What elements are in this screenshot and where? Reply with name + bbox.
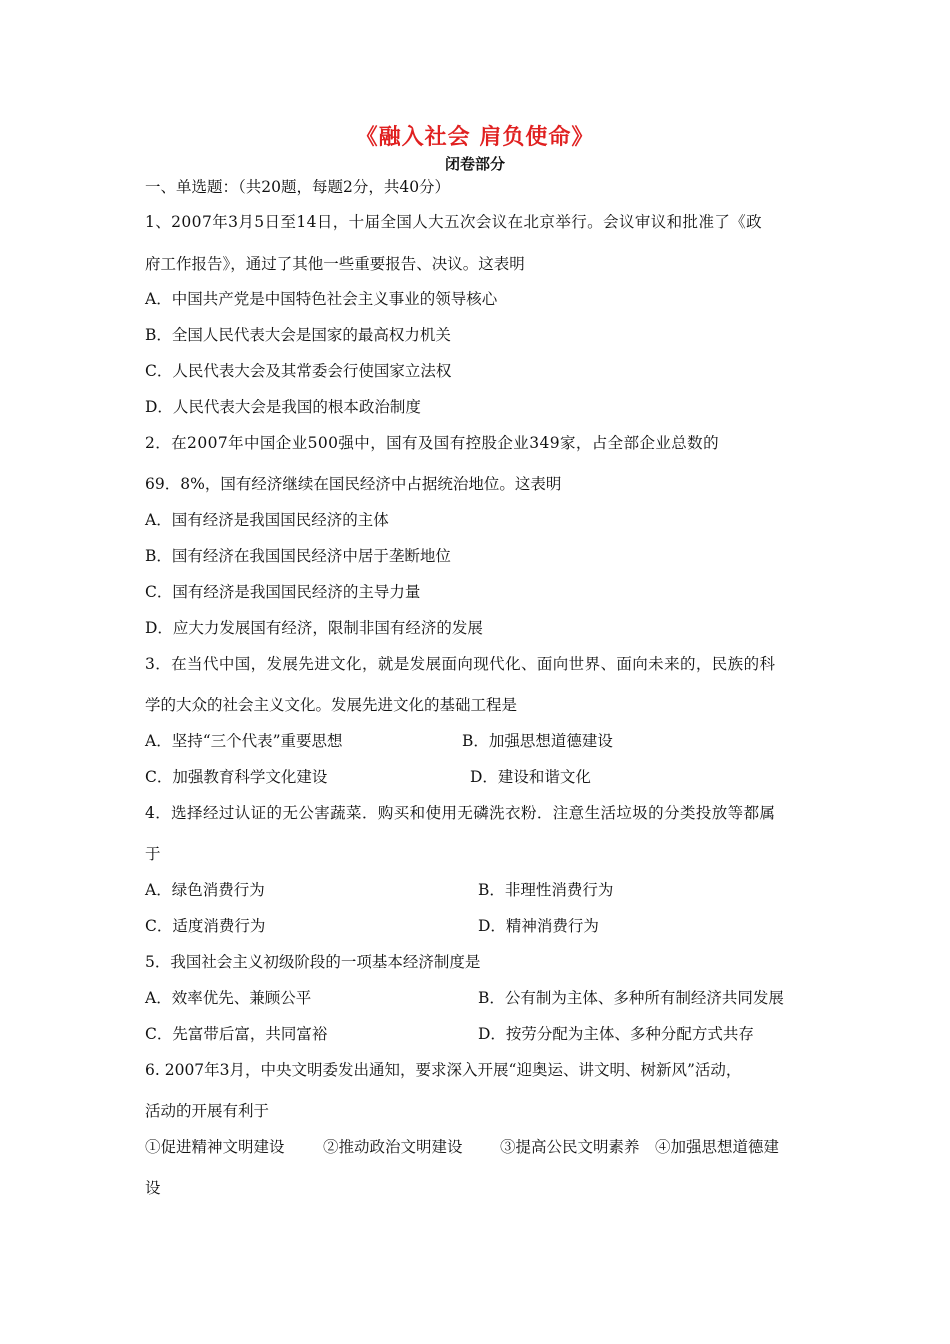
question-4-stem-line1: 4．选择经过认证的无公害蔬菜．购买和使用无磷洗衣粉．注意生活垃圾的分类投放等都属: [145, 804, 776, 822]
question-1-option-a: A．中国共产党是中国特色社会主义事业的领导核心: [145, 290, 498, 308]
question-2-option-a: A．国有经济是我国国民经济的主体: [145, 511, 389, 529]
question-6-choice-4-wrap: 设: [145, 1179, 161, 1197]
question-6-stem-line1: 6. 2007年3月，中央文明委发出通知，要求深入开展“迎奥运、讲文明、树新风”活动，: [145, 1061, 742, 1079]
section-heading: 一、单选题：（共20题，每题2分，共40分）: [145, 178, 451, 196]
question-6-choice-3: ③提高公民文明素养: [500, 1138, 640, 1156]
question-3-option-a: A．坚持“三个代表”重要思想: [145, 732, 343, 750]
question-5-option-c: C．先富带后富，共同富裕: [145, 1025, 328, 1043]
question-1-option-d: D．人民代表大会是我国的根本政治制度: [145, 398, 421, 416]
question-3-option-c: C．加强教育科学文化建设: [145, 768, 328, 786]
question-4-stem-line2: 于: [145, 845, 161, 863]
question-3-option-b: B．加强思想道德建设: [462, 732, 613, 750]
question-6-stem-line2: 活动的开展有利于: [145, 1102, 270, 1120]
question-6-choice-1: ①促进精神文明建设: [145, 1138, 285, 1156]
question-5-option-d: D．按劳分配为主体、多种分配方式共存: [478, 1025, 754, 1043]
question-4-option-d: D．精神消费行为: [478, 917, 599, 935]
question-2-option-c: C．国有经济是我国国民经济的主导力量: [145, 583, 421, 601]
page-subtitle: 闭卷部分: [444, 155, 505, 173]
question-5-option-a: A．效率优先、兼顾公平: [145, 989, 312, 1007]
question-6-choice-4: ④加强思想道德建: [655, 1138, 780, 1156]
question-5-stem: 5．我国社会主义初级阶段的一项基本经济制度是: [145, 953, 481, 971]
question-4-option-b: B．非理性消费行为: [478, 881, 614, 899]
question-3-option-d: D．建设和谐文化: [470, 768, 591, 786]
question-4-option-c: C．适度消费行为: [145, 917, 266, 935]
question-1-stem-line2: 府工作报告》，通过了其他一些重要报告、决议。这表明: [145, 255, 525, 273]
question-3-stem-line2: 学的大众的社会主义文化。发展先进文化的基础工程是: [145, 696, 518, 714]
question-6-choice-2: ②推动政治文明建设: [323, 1138, 463, 1156]
question-4-option-a: A．绿色消费行为: [145, 881, 265, 899]
question-3-stem-line1: 3．在当代中国，发展先进文化，就是发展面向现代化、面向世界、面向未来的，民族的科: [145, 655, 776, 673]
page-title: 《融入社会 肩负使命》: [355, 124, 595, 150]
question-1-stem-line1: 1、2007年3月5日至14日，十届全国人大五次会议在北京举行。会议审议和批准了《政: [145, 213, 763, 231]
question-1-option-b: B．全国人民代表大会是国家的最高权力机关: [145, 326, 451, 344]
question-2-stem-line2: 69．8%，国有经济继续在国民经济中占据统治地位。这表明: [145, 475, 562, 493]
question-5-option-b: B．公有制为主体、多种所有制经济共同发展: [478, 989, 784, 1007]
question-2-stem-line1: 2．在2007年中国企业500强中，国有及国有控股企业349家，占全部企业总数的: [145, 434, 719, 452]
question-2-option-d: D．应大力发展国有经济，限制非国有经济的发展: [145, 619, 483, 637]
question-1-option-c: C．人民代表大会及其常委会行使国家立法权: [145, 362, 452, 380]
question-2-option-b: B．国有经济在我国国民经济中居于垄断地位: [145, 547, 451, 565]
